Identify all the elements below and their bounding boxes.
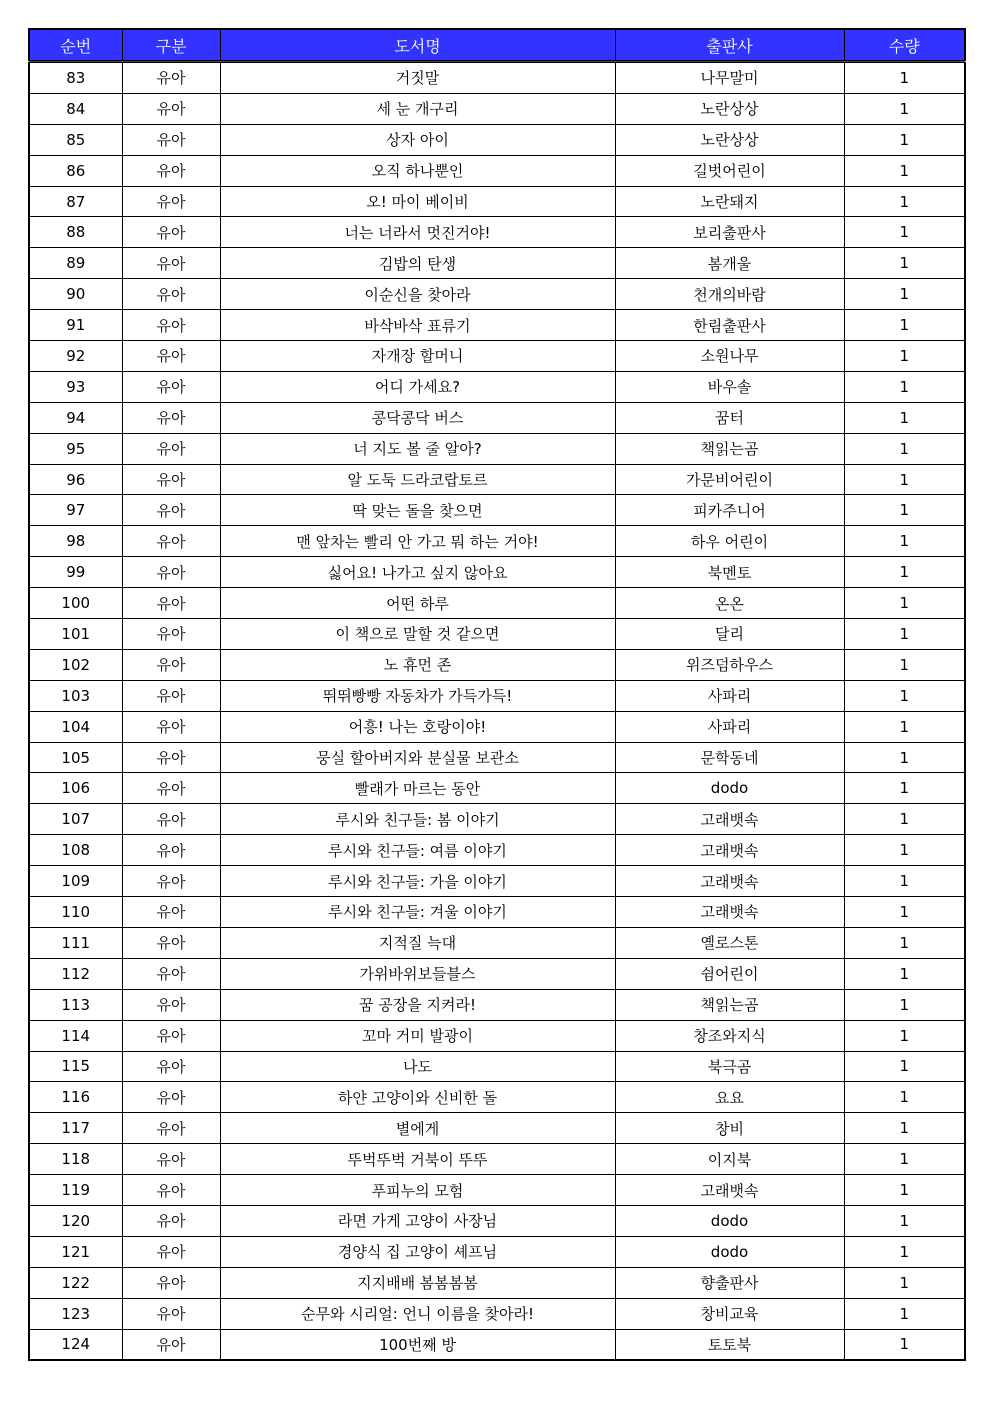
- table-row: [29, 1205, 965, 1236]
- cell-title: 루시와 친구들: 봄 이야기: [220, 804, 615, 835]
- table-row: [29, 1082, 965, 1113]
- cell-quantity: 1: [844, 217, 965, 248]
- cell-title: 지지배배 봄봄봄봄: [220, 1267, 615, 1298]
- cell-quantity: 1: [844, 1267, 965, 1298]
- table-body: [29, 62, 965, 1361]
- cell-publisher: 나무말미: [615, 62, 844, 94]
- cell-quantity: 1: [844, 433, 965, 464]
- cell-number: 121: [29, 1236, 122, 1267]
- cell-publisher: 보리출판사: [615, 217, 844, 248]
- header-category: 구분: [122, 29, 220, 62]
- cell-publisher: dodo: [615, 1236, 844, 1267]
- cell-title: 나도: [220, 1051, 615, 1082]
- cell-number: 83: [29, 62, 122, 94]
- cell-title: 뭉실 할아버지와 분실물 보관소: [220, 742, 615, 773]
- cell-title: 어디 가세요?: [220, 371, 615, 402]
- cell-publisher: 가문비어린이: [615, 464, 844, 495]
- cell-title: 어흥! 나는 호랑이야!: [220, 711, 615, 742]
- cell-title: 루시와 친구들: 여름 이야기: [220, 835, 615, 866]
- cell-category: 유아: [122, 1298, 220, 1329]
- table-row: [29, 1113, 965, 1144]
- cell-quantity: 1: [844, 804, 965, 835]
- cell-title: 100번째 방: [220, 1329, 615, 1360]
- cell-category: 유아: [122, 402, 220, 433]
- cell-category: 유아: [122, 773, 220, 804]
- cell-category: 유아: [122, 897, 220, 928]
- table-row: [29, 217, 965, 248]
- table-row: [29, 371, 965, 402]
- cell-number: 107: [29, 804, 122, 835]
- cell-category: 유아: [122, 927, 220, 958]
- table-row: [29, 1144, 965, 1175]
- cell-quantity: 1: [844, 371, 965, 402]
- cell-category: 유아: [122, 1236, 220, 1267]
- cell-title: 오! 마이 베이비: [220, 186, 615, 217]
- table-row: [29, 248, 965, 279]
- cell-number: 101: [29, 619, 122, 650]
- table-row: [29, 557, 965, 588]
- cell-category: 유아: [122, 1267, 220, 1298]
- cell-title: 가위바위보들블스: [220, 958, 615, 989]
- cell-number: 106: [29, 773, 122, 804]
- cell-title: 자개장 할머니: [220, 341, 615, 372]
- cell-publisher: 소원나무: [615, 341, 844, 372]
- cell-category: 유아: [122, 619, 220, 650]
- cell-category: 유아: [122, 124, 220, 155]
- cell-category: 유아: [122, 495, 220, 526]
- cell-quantity: 1: [844, 773, 965, 804]
- cell-category: 유아: [122, 649, 220, 680]
- cell-publisher: 사파리: [615, 711, 844, 742]
- cell-publisher: dodo: [615, 1205, 844, 1236]
- cell-title: 하얀 고양이와 신비한 돌: [220, 1082, 615, 1113]
- cell-publisher: 북극곰: [615, 1051, 844, 1082]
- table-row: [29, 1329, 965, 1360]
- cell-number: 96: [29, 464, 122, 495]
- cell-number: 91: [29, 310, 122, 341]
- cell-quantity: 1: [844, 958, 965, 989]
- cell-publisher: 천개의바람: [615, 279, 844, 310]
- cell-category: 유아: [122, 62, 220, 94]
- cell-title: 이 책으로 말할 것 같으면: [220, 619, 615, 650]
- cell-quantity: 1: [844, 588, 965, 619]
- cell-quantity: 1: [844, 155, 965, 186]
- cell-quantity: 1: [844, 1329, 965, 1360]
- cell-number: 112: [29, 958, 122, 989]
- cell-publisher: 사파리: [615, 680, 844, 711]
- cell-category: 유아: [122, 1144, 220, 1175]
- cell-number: 95: [29, 433, 122, 464]
- cell-title: 라면 가게 고양이 사장님: [220, 1205, 615, 1236]
- table-row: [29, 1267, 965, 1298]
- cell-category: 유아: [122, 1082, 220, 1113]
- table-row: [29, 649, 965, 680]
- cell-category: 유아: [122, 341, 220, 372]
- cell-quantity: 1: [844, 464, 965, 495]
- cell-number: 88: [29, 217, 122, 248]
- cell-quantity: 1: [844, 1113, 965, 1144]
- cell-publisher: 이지북: [615, 1144, 844, 1175]
- table-row: [29, 927, 965, 958]
- table-row: [29, 1175, 965, 1206]
- cell-quantity: 1: [844, 1236, 965, 1267]
- cell-quantity: 1: [844, 711, 965, 742]
- cell-quantity: 1: [844, 835, 965, 866]
- cell-number: 98: [29, 526, 122, 557]
- cell-number: 116: [29, 1082, 122, 1113]
- table-row: [29, 680, 965, 711]
- table-row: [29, 1298, 965, 1329]
- table-row: [29, 588, 965, 619]
- cell-quantity: 1: [844, 279, 965, 310]
- cell-quantity: 1: [844, 680, 965, 711]
- table-row: [29, 186, 965, 217]
- table-row: [29, 495, 965, 526]
- cell-category: 유아: [122, 464, 220, 495]
- cell-number: 87: [29, 186, 122, 217]
- cell-category: 유아: [122, 310, 220, 341]
- cell-publisher: 창비교육: [615, 1298, 844, 1329]
- cell-quantity: 1: [844, 742, 965, 773]
- cell-number: 100: [29, 588, 122, 619]
- book-list-table: [28, 28, 966, 1361]
- cell-publisher: 향출판사: [615, 1267, 844, 1298]
- cell-title: 순무와 시리얼: 언니 이름을 찾아라!: [220, 1298, 615, 1329]
- cell-publisher: 고래뱃속: [615, 804, 844, 835]
- table-row: [29, 93, 965, 124]
- cell-number: 111: [29, 927, 122, 958]
- cell-category: 유아: [122, 711, 220, 742]
- header-publisher: 출판사: [615, 29, 844, 62]
- table-row: [29, 1051, 965, 1082]
- cell-quantity: 1: [844, 341, 965, 372]
- cell-publisher: 노란상상: [615, 93, 844, 124]
- cell-number: 118: [29, 1144, 122, 1175]
- cell-number: 94: [29, 402, 122, 433]
- cell-quantity: 1: [844, 1082, 965, 1113]
- cell-number: 109: [29, 866, 122, 897]
- cell-category: 유아: [122, 835, 220, 866]
- cell-title: 오직 하나뿐인: [220, 155, 615, 186]
- cell-publisher: 위즈덤하우스: [615, 649, 844, 680]
- cell-title: 루시와 친구들: 가을 이야기: [220, 866, 615, 897]
- table-row: [29, 1020, 965, 1051]
- cell-title: 상자 아이: [220, 124, 615, 155]
- cell-category: 유아: [122, 958, 220, 989]
- cell-publisher: 요요: [615, 1082, 844, 1113]
- cell-publisher: 북멘토: [615, 557, 844, 588]
- cell-number: 114: [29, 1020, 122, 1051]
- cell-category: 유아: [122, 155, 220, 186]
- cell-publisher: 옐로스톤: [615, 927, 844, 958]
- cell-category: 유아: [122, 1175, 220, 1206]
- table-row: [29, 526, 965, 557]
- cell-title: 이순신을 찾아라: [220, 279, 615, 310]
- cell-quantity: 1: [844, 62, 965, 94]
- cell-category: 유아: [122, 1205, 220, 1236]
- cell-category: 유아: [122, 279, 220, 310]
- cell-number: 119: [29, 1175, 122, 1206]
- cell-publisher: 꿈터: [615, 402, 844, 433]
- cell-number: 120: [29, 1205, 122, 1236]
- cell-number: 117: [29, 1113, 122, 1144]
- cell-title: 너는 너라서 멋진거야!: [220, 217, 615, 248]
- cell-number: 102: [29, 649, 122, 680]
- header-title: 도서명: [220, 29, 615, 62]
- cell-publisher: 토토북: [615, 1329, 844, 1360]
- table-row: [29, 835, 965, 866]
- cell-title: 딱 맞는 돌을 찾으면: [220, 495, 615, 526]
- cell-publisher: 고래뱃속: [615, 1175, 844, 1206]
- cell-title: 꼬마 거미 발광이: [220, 1020, 615, 1051]
- cell-title: 싫어요! 나가고 싶지 않아요: [220, 557, 615, 588]
- cell-number: 105: [29, 742, 122, 773]
- cell-number: 92: [29, 341, 122, 372]
- cell-quantity: 1: [844, 866, 965, 897]
- cell-quantity: 1: [844, 1175, 965, 1206]
- cell-quantity: 1: [844, 1020, 965, 1051]
- table-row: [29, 773, 965, 804]
- cell-number: 84: [29, 93, 122, 124]
- cell-publisher: 고래뱃속: [615, 835, 844, 866]
- table-row: [29, 711, 965, 742]
- table-row: [29, 62, 965, 94]
- table-header-row: [29, 29, 965, 62]
- cell-category: 유아: [122, 433, 220, 464]
- cell-category: 유아: [122, 866, 220, 897]
- cell-number: 124: [29, 1329, 122, 1360]
- cell-title: 알 도둑 드라코랍토르: [220, 464, 615, 495]
- cell-publisher: 고래뱃속: [615, 866, 844, 897]
- table-row: [29, 402, 965, 433]
- cell-title: 어떤 하루: [220, 588, 615, 619]
- cell-title: 뛰뛰빵빵 자동차가 가득가득!: [220, 680, 615, 711]
- cell-publisher: 하우 어린이: [615, 526, 844, 557]
- cell-quantity: 1: [844, 649, 965, 680]
- cell-quantity: 1: [844, 989, 965, 1020]
- header-number: 순번: [29, 29, 122, 62]
- cell-quantity: 1: [844, 402, 965, 433]
- cell-category: 유아: [122, 217, 220, 248]
- cell-publisher: 문학동네: [615, 742, 844, 773]
- cell-publisher: 피카주니어: [615, 495, 844, 526]
- cell-quantity: 1: [844, 1144, 965, 1175]
- cell-number: 110: [29, 897, 122, 928]
- cell-publisher: 길벗어린이: [615, 155, 844, 186]
- cell-number: 123: [29, 1298, 122, 1329]
- cell-title: 루시와 친구들: 겨울 이야기: [220, 897, 615, 928]
- cell-number: 122: [29, 1267, 122, 1298]
- cell-category: 유아: [122, 371, 220, 402]
- cell-title: 세 눈 개구리: [220, 93, 615, 124]
- table-row: [29, 279, 965, 310]
- cell-number: 99: [29, 557, 122, 588]
- cell-quantity: 1: [844, 619, 965, 650]
- cell-category: 유아: [122, 742, 220, 773]
- table-row: [29, 124, 965, 155]
- cell-quantity: 1: [844, 897, 965, 928]
- header-quantity: 수량: [844, 29, 965, 62]
- cell-publisher: 책읽는곰: [615, 433, 844, 464]
- cell-title: 지적질 늑대: [220, 927, 615, 958]
- cell-quantity: 1: [844, 1205, 965, 1236]
- cell-title: 빨래가 마르는 동안: [220, 773, 615, 804]
- cell-quantity: 1: [844, 310, 965, 341]
- table-row: [29, 310, 965, 341]
- cell-category: 유아: [122, 804, 220, 835]
- cell-publisher: 달리: [615, 619, 844, 650]
- cell-quantity: 1: [844, 1298, 965, 1329]
- cell-category: 유아: [122, 1051, 220, 1082]
- cell-number: 90: [29, 279, 122, 310]
- table-row: [29, 1236, 965, 1267]
- cell-quantity: 1: [844, 186, 965, 217]
- table-row: [29, 155, 965, 186]
- cell-category: 유아: [122, 1113, 220, 1144]
- table-row: [29, 897, 965, 928]
- table-row: [29, 958, 965, 989]
- cell-number: 113: [29, 989, 122, 1020]
- cell-quantity: 1: [844, 927, 965, 958]
- cell-title: 노 휴먼 존: [220, 649, 615, 680]
- cell-title: 푸피누의 모험: [220, 1175, 615, 1206]
- cell-category: 유아: [122, 989, 220, 1020]
- cell-publisher: 바우솔: [615, 371, 844, 402]
- cell-quantity: 1: [844, 557, 965, 588]
- cell-category: 유아: [122, 680, 220, 711]
- cell-category: 유아: [122, 1329, 220, 1360]
- cell-publisher: 봄개울: [615, 248, 844, 279]
- cell-title: 뚜벅뚜벅 거북이 뚜뚜: [220, 1144, 615, 1175]
- cell-quantity: 1: [844, 93, 965, 124]
- cell-title: 김밥의 탄생: [220, 248, 615, 279]
- cell-number: 103: [29, 680, 122, 711]
- cell-title: 콩닥콩닥 버스: [220, 402, 615, 433]
- cell-title: 거짓말: [220, 62, 615, 94]
- cell-quantity: 1: [844, 1051, 965, 1082]
- cell-title: 꿈 공장을 지켜라!: [220, 989, 615, 1020]
- cell-publisher: 고래뱃속: [615, 897, 844, 928]
- cell-number: 86: [29, 155, 122, 186]
- cell-category: 유아: [122, 93, 220, 124]
- cell-number: 115: [29, 1051, 122, 1082]
- cell-category: 유아: [122, 248, 220, 279]
- cell-title: 맨 앞차는 빨리 안 가고 뭐 하는 거야!: [220, 526, 615, 557]
- table-row: [29, 989, 965, 1020]
- cell-quantity: 1: [844, 248, 965, 279]
- table-row: [29, 619, 965, 650]
- cell-category: 유아: [122, 526, 220, 557]
- table-row: [29, 866, 965, 897]
- cell-number: 108: [29, 835, 122, 866]
- cell-publisher: 온온: [615, 588, 844, 619]
- cell-quantity: 1: [844, 526, 965, 557]
- cell-category: 유아: [122, 588, 220, 619]
- table-row: [29, 464, 965, 495]
- cell-category: 유아: [122, 557, 220, 588]
- cell-publisher: 창조와지식: [615, 1020, 844, 1051]
- cell-number: 104: [29, 711, 122, 742]
- cell-publisher: 창비: [615, 1113, 844, 1144]
- cell-number: 97: [29, 495, 122, 526]
- cell-number: 85: [29, 124, 122, 155]
- cell-quantity: 1: [844, 495, 965, 526]
- table-row: [29, 341, 965, 372]
- table-row: [29, 433, 965, 464]
- cell-publisher: 한림출판사: [615, 310, 844, 341]
- cell-title: 경양식 집 고양이 셰프님: [220, 1236, 615, 1267]
- cell-quantity: 1: [844, 124, 965, 155]
- cell-title: 별에게: [220, 1113, 615, 1144]
- cell-publisher: dodo: [615, 773, 844, 804]
- cell-number: 89: [29, 248, 122, 279]
- cell-number: 93: [29, 371, 122, 402]
- table-row: [29, 742, 965, 773]
- cell-title: 너 지도 볼 줄 알아?: [220, 433, 615, 464]
- cell-category: 유아: [122, 186, 220, 217]
- cell-title: 바삭바삭 표류기: [220, 310, 615, 341]
- cell-publisher: 노란돼지: [615, 186, 844, 217]
- cell-publisher: 쉼어린이: [615, 958, 844, 989]
- table-row: [29, 804, 965, 835]
- cell-publisher: 책읽는곰: [615, 989, 844, 1020]
- cell-publisher: 노란상상: [615, 124, 844, 155]
- cell-category: 유아: [122, 1020, 220, 1051]
